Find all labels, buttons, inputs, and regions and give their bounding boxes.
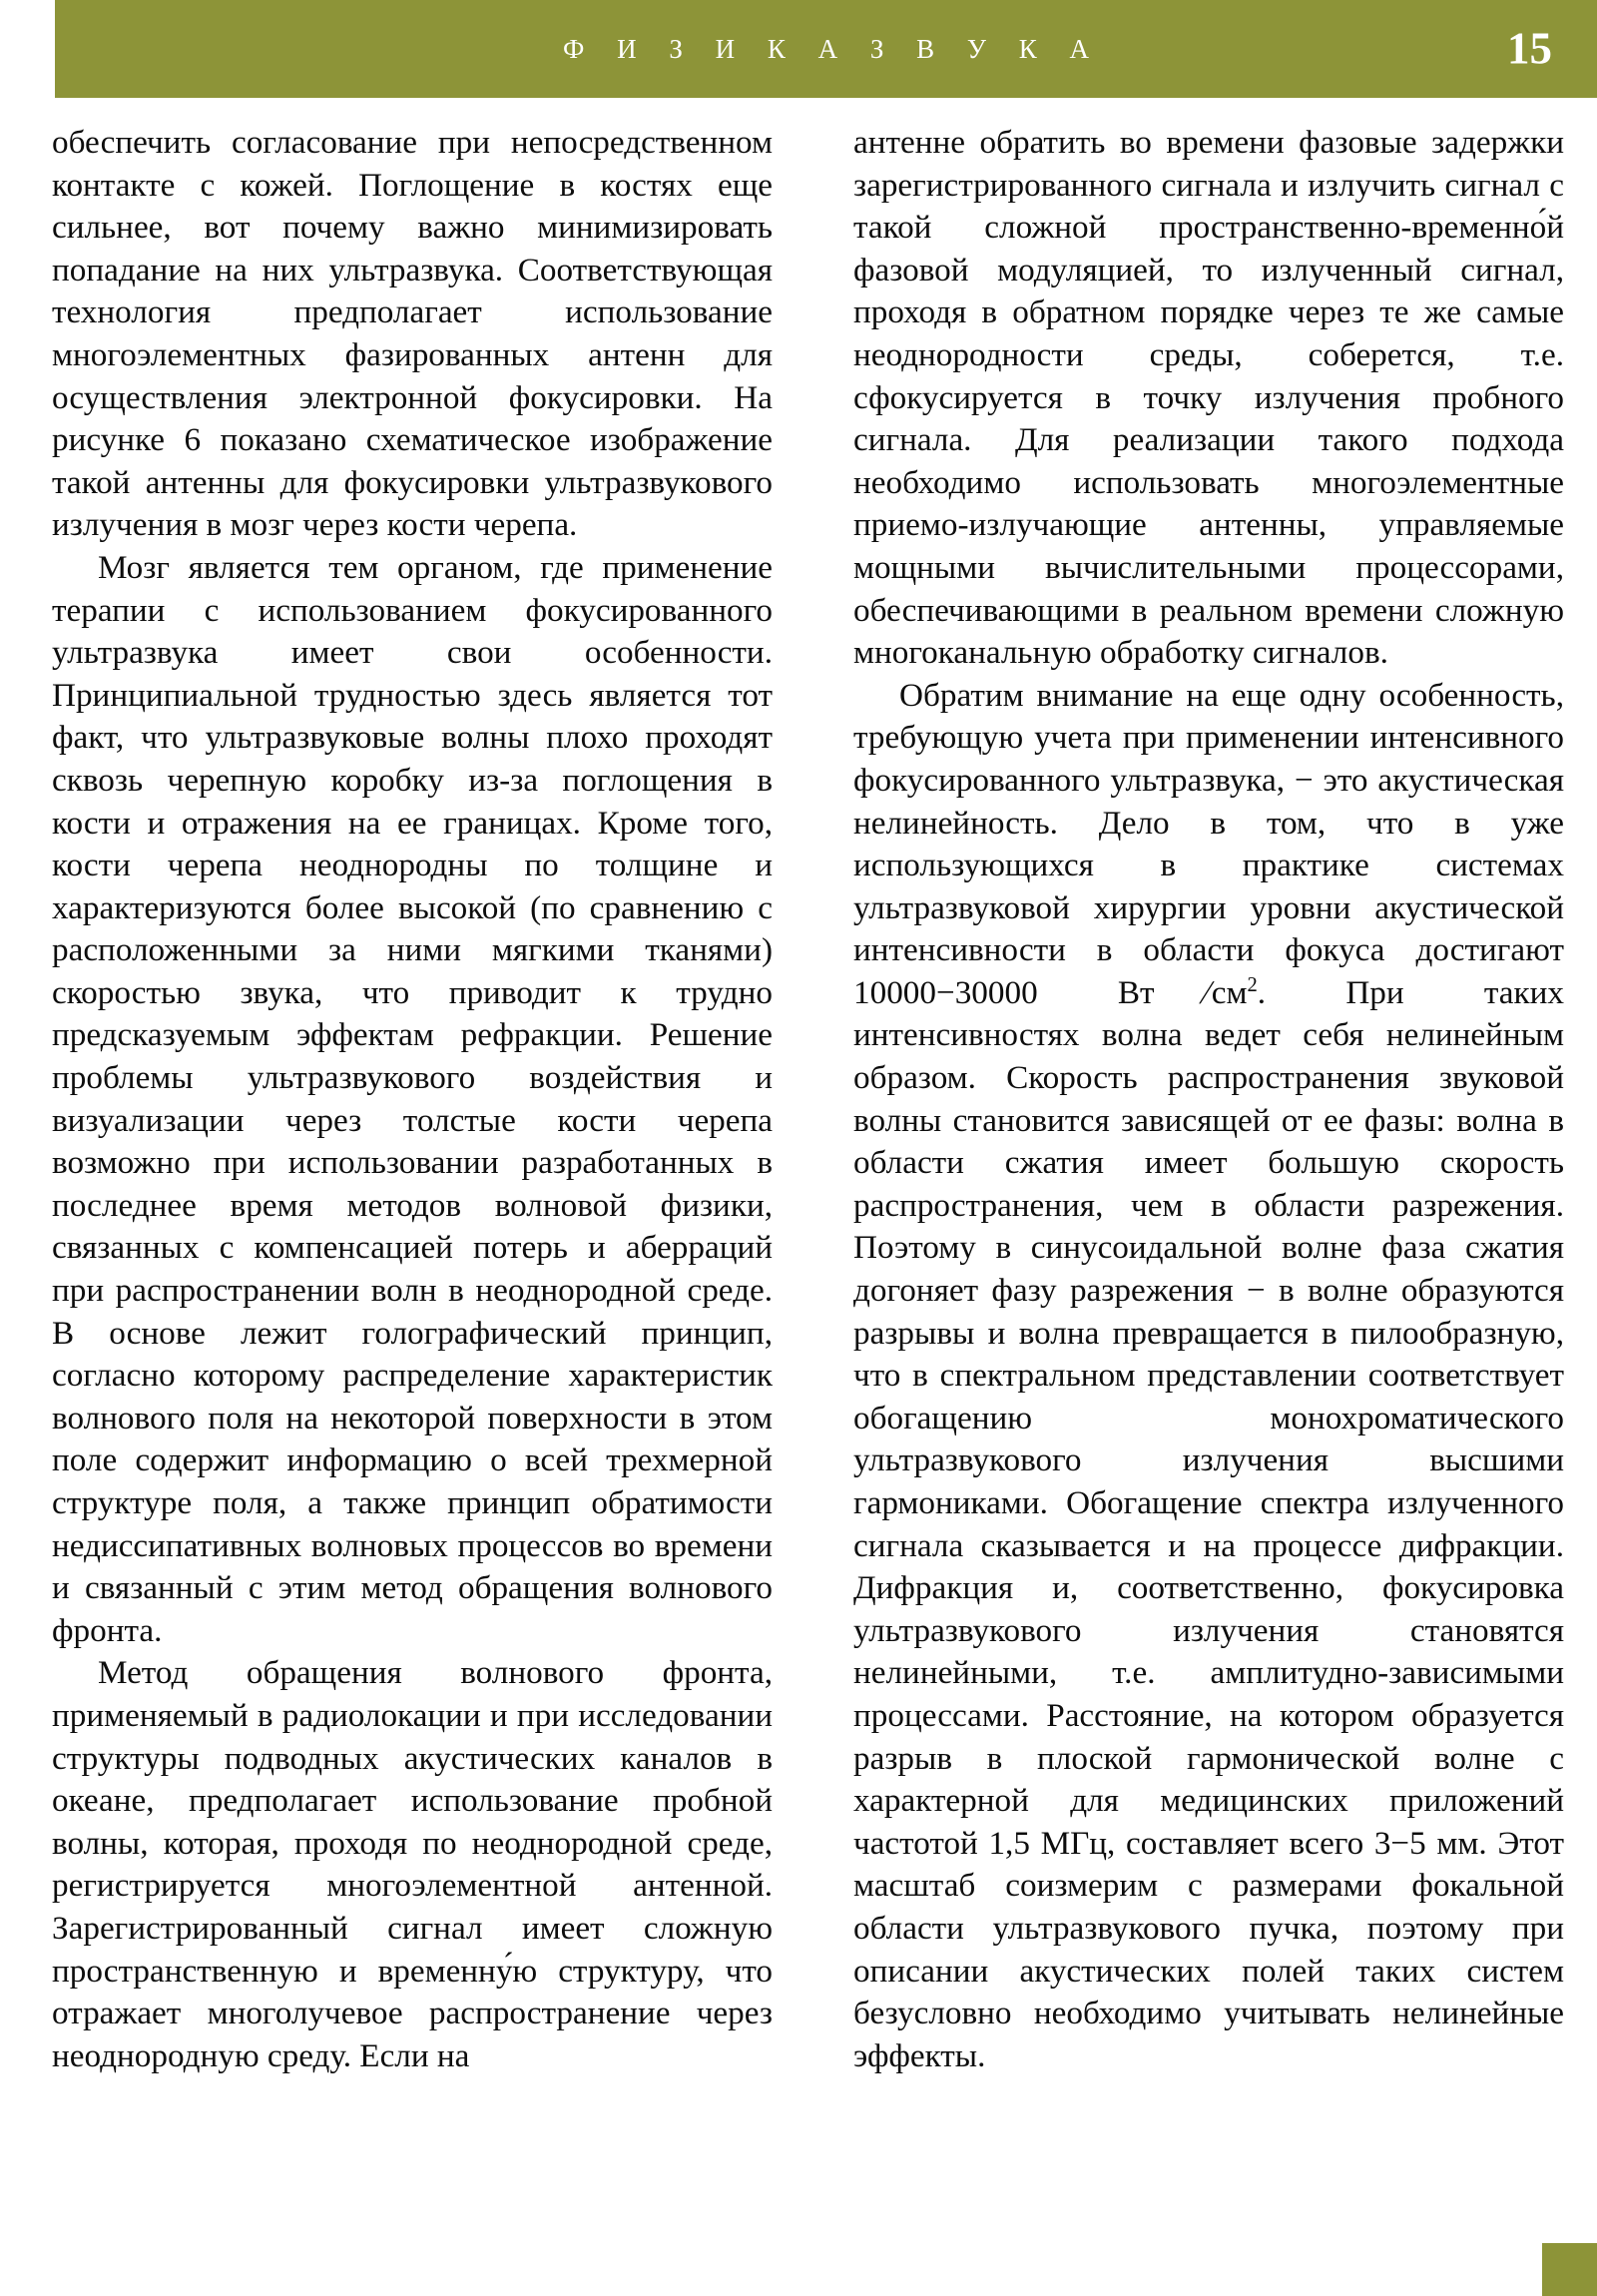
- paragraph: обеспечить согласование при непосредственном контакте с кожей. Поглощение в костях еще сильнее, вот почему важно минимизировать попадание на них ультразвука. Соответствующая технология предполагает использование многоэлементных фазированных антенн для осуществления электронной фокусировки. На рисунке 6 показано схематическое изображение такой антенны для фокусировки ультразвукового излучения в мозг через кости черепа.: [52, 124, 773, 544]
- text-column-right: [853, 122, 1564, 2077]
- paragraph: Метод обращения волнового фронта, применяемый в радиолокации и при исследовании структуры подводных акустических каналов в океане, предполагает использование пробной волны, которая, проходя по неоднородной среде, регистрируется многоэлементной антенной. Зарегистрированный сигнал имеет сложную пространственную и временну́ю структуру, что отражает многолучевое распространение через неоднородную среду. Если на: [52, 1654, 773, 2074]
- paragraph-text-before-formula: Обратим внимание на еще одну особенность, требующую учета при применении интенсивного фокусированного ультразвука, − это акустическая нелинейность. Дело в том, что в уже использующихся в практике системах ультразвуковой хирургии уровни акустической интенсивности в области фокуса достигают 10000−: [853, 676, 1564, 1011]
- text-column-left: [52, 122, 773, 2077]
- formula-intensity: [955, 974, 1258, 1011]
- formula-value-pre: 30000 Вт: [954, 973, 1155, 1011]
- page-number: 15: [1507, 23, 1552, 74]
- formula-unit: см: [1211, 973, 1248, 1011]
- formula-exponent: 2: [1247, 973, 1258, 996]
- fraction-slash-icon: /: [1196, 973, 1217, 1011]
- page-header-title: Ф И З И К А З В У К А: [562, 33, 1103, 64]
- paragraph: антенне обратить во времени фазовые задержки зарегистрированного сигнала и излучить сигнал с такой сложной пространственно-временно́й фазовой модуляцией, то излученный сигнал, проходя в обратном порядке через те же самые неоднородности среды, соберется, т.е. сфокусируется в точку излучения пробного сигнала. Для реализации такого подхода необходимо использовать многоэлементные приемо-излучающие антенны, управляемые мощными вычислительными процессорами, обеспечивающими в реальном времени сложную многоканальную обработку сигналов.: [853, 124, 1564, 672]
- paragraph: Мозг является тем органом, где применение терапии с использованием фокусированного ультразвука имеет свои особенности. Принципиальной трудностью здесь является тот факт, что ультразвуковые волны плохо проходят сквозь черепную коробку из-за поглощения в кости и отражения на ее границах. Кроме того, кости черепа неоднородны по толщине и характеризуются более высокой (по сравнению с расположенными за ними мягкими тканями) скоростью звука, что приводит к трудно предсказуемым эффектам рефракции. Решение проблемы ультразвукового воздействия и визуализации через толстые кости черепа возможно при использовании разработанных в последнее время методов волновой физики, связанных с компенсацией потерь и аберраций при распространении волн в неоднородной среде. В основе лежит голографический принцип, согласно которому распределение характеристик волнового поля на некоторой поверхности в этом поле содержит информацию о всей трехмерной структуре поля, а также принцип обратимости недиссипативных волновых процессов во времени и связанный с этим метод обращения волнового фронта.: [52, 548, 773, 1649]
- paragraph-with-formula: [853, 675, 1564, 2078]
- paragraph-text-after-formula: . При таких интенсивностях волна ведет себя нелинейным образом. Скорость распространения звуковой волны становится зависящей от ее фазы: волна в области сжатия имеет большую скорость распространения, чем в области разрежения. Поэтому в синусоидальной волне фаза сжатия догоняет фазу разрежения − в волне образуются разрывы и волна превращается в пилообразную, что в спектральном представлении соответствует обогащению монохроматического ультразвукового излучения высшими гармониками. Обогащение спектра излученного сигнала сказывается и на процессе дифракции. Дифракция и, соответственно, фокусировка ультразвукового излучения становятся нелинейными, т.е. амплитудно-зависимыми процессами. Расстояние, на котором образуется разрыв в плоской гармонической волне с характерной для медицинских приложений частотой 1,5 МГц, составляет всего 3−5 мм. Этот масштаб соизмерим с размерами фокальной области ультразвукового пучка, поэтому при описании акустических полей таких систем безусловно необходимо учитывать нелинейные эффекты.: [853, 973, 1564, 2074]
- corner-accent-mark: [1542, 2243, 1597, 2296]
